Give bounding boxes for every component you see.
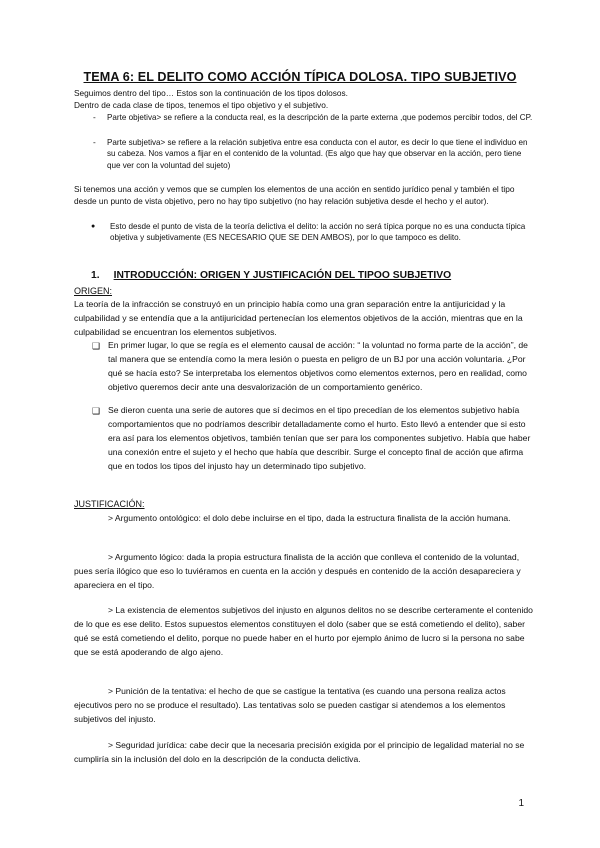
origen-item-2: Se dieron cuenta una serie de autores que sí decimos en el tipo precedían de los elementos subjetivo había comportamientos que no podríamos describir detalladamente como el hurto. Esto llevó a entender que si esto era así para los elementos objetivos, también tenían que ser para los componentes subjetivo. Había que haber una conexión entre el sujeto y el hecho que había que describir. Surge el concepto final de acción que afirma que en todos los tipos del injusto hay un determinado tipo subjetivo. <box>108 405 531 471</box>
intro-paragraph: Si tenemos una acción y vemos que se cumplen los elementos de una acción en sentido jurídico penal y también el tipo desde un punto de vista objetivo, pero no hay tipo subjetivo (no hay relación subjetiva desde el hecho y el autor). <box>74 184 515 206</box>
origen-paragraph: La teoría de la infracción se construyó en un principio había como una gran separación entre la antijuricidad y la culpabilidad y se entendía que a la antijuricidad pertenecían los elementos objetivos de la acción, mientras que en la culpabilidad se encuentran los elementos subjetivos. <box>74 299 523 337</box>
origen-item-1: En primer lugar, lo que se regía es el elemento causal de acción: “ la voluntad no forma parte de la acción”, de tal manera que se entendía como la mera lesión o puesta en peligro de un BJ por una acción voluntaria. ¿Por qué se hacía esto? Se interpretaba los elementos objetivos como elementos externos, pero en realidad, como objetivo queremos decir ante una desvalorización de un comportamiento genérico. <box>108 340 528 392</box>
bullet-dash: - <box>93 112 96 122</box>
section-title: INTRODUCCIÓN: ORIGEN Y JUSTIFICACIÓN DEL TIPOO SUBJETIVO <box>113 270 452 281</box>
bullet-dash: - <box>93 137 96 147</box>
page-number: 1 <box>518 798 524 809</box>
section-1-heading <box>91 270 451 281</box>
intro-line-1: Seguimos dentro del tipo… Estos son la continuación de los tipos dolosos. <box>74 88 348 98</box>
dot-bullet-marker: ● <box>91 223 96 230</box>
section-number: 1. <box>91 270 100 281</box>
elementos-subjetivos: > La existencia de elementos subjetivos del injusto en algunos delitos no se describe certeramente el contenido de lo que es ese delito. Estos supuestos elementos constituyen el dolo (saber que se está cometiendo el delito), saber qué se está cometiendo el delito, porque no puede haber en el hurto por ejemplo ánimo de lucro si la persona no sabe que se está apoderando de algo ajeno. <box>74 605 533 657</box>
checkbox-icon: ❑ <box>92 341 101 351</box>
page-title: TEMA 6: EL DELITO COMO ACCIÓN TÍPICA DOLOSA. TIPO SUBJETIVO <box>83 70 517 84</box>
intro-line-2: Dentro de cada clase de tipos, tenemos el tipo objetivo y el subjetivo. <box>74 100 329 110</box>
argumento-logico: > Argumento lógico: dada la propia estructura finalista de la acción que conlleva el contenido de la voluntad, pues sería ilógico que eso lo tuviéramos en cuenta en la acción y después en contenido de la acción desapareciera y apareciera en el tipo. <box>74 552 521 590</box>
dot-bullet-text: Esto desde el punto de vista de la teoría delictiva el delito: la acción no será típica porque no es una conducta típica objetiva y subjetivamente (ES NECESARIO QUE SE DEN AMBOS), por lo que tampoco es delito. <box>110 222 526 243</box>
punicion-tentativa: > Punición de la tentativa: el hecho de que se castigue la tentativa (es cuando una persona realiza actos ejecutivos pero no se produce el resultado). Las tentativas solo se pueden castigar si atendemos a los elementos subjetivos del injusto. <box>74 686 506 724</box>
bullet-parte-subjetiva: Parte subjetiva> se refiere a la relación subjetiva entre esa conducta con el autor, es decir lo que tiene el individuo en su cabeza. Nos vamos a fijar en el contenido de la voluntad. (Es algo que hay que observar en la acción, pero tiene que ver con la voluntad del sujeto) <box>107 138 528 170</box>
argumento-ontologico: > Argumento ontológico: el dolo debe incluirse en el tipo, dada la estructura finalista de la acción humana. <box>108 513 511 523</box>
checkbox-icon: ❑ <box>92 406 101 416</box>
justificacion-label: JUSTIFICACIÓN: <box>74 499 145 509</box>
bullet-parte-objetiva: Parte objetiva> se refiere a la conducta real, es la descripción de la parte externa ,que podemos percibir todos, del CP. <box>107 113 533 122</box>
origen-label: ORIGEN: <box>74 286 113 296</box>
seguridad-juridica: > Seguridad jurídica: cabe decir que la necesaria precisión exigida por el principio de legalidad material no se cumpliría sin la inclusión del dolo en la descripción de la conducta delictiva. <box>74 740 525 764</box>
